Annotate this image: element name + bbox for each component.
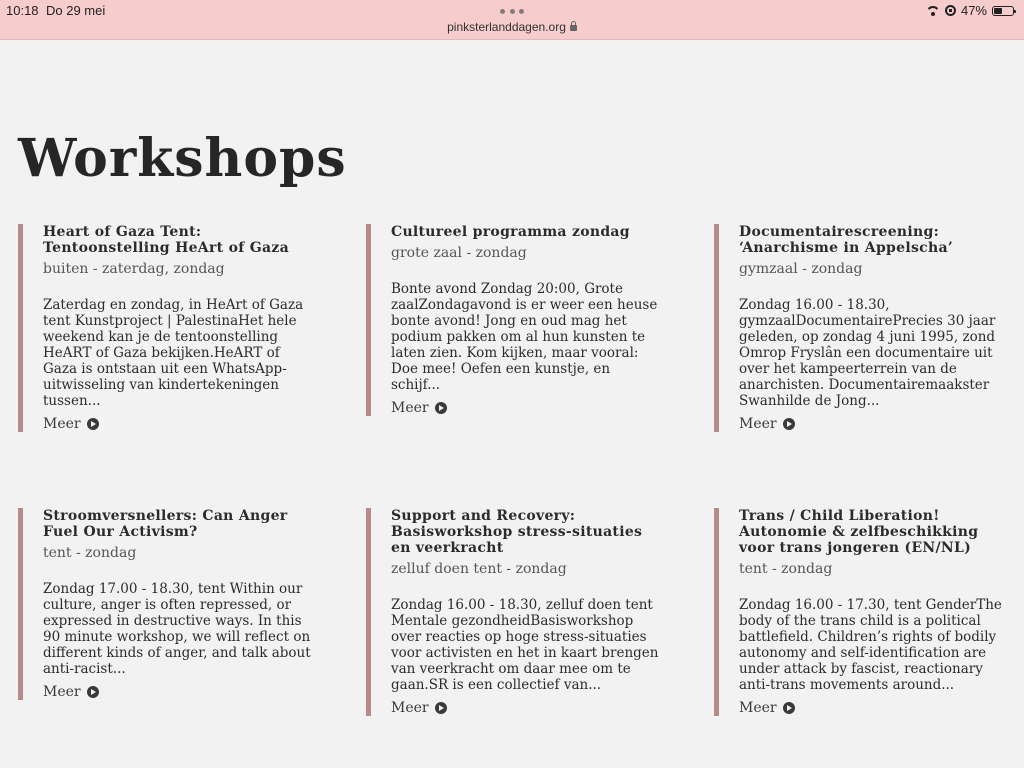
- workshop-meta: zelluf doen tent - zondag: [391, 561, 567, 577]
- address-bar[interactable]: [0, 20, 1024, 34]
- multitasking-dots-icon[interactable]: [500, 9, 524, 15]
- workshop-card: [366, 224, 661, 416]
- more-link[interactable]: [43, 684, 99, 700]
- arrow-circle-right-icon: [87, 418, 99, 430]
- workshop-meta: tent - zondag: [739, 561, 833, 577]
- workshop-meta: tent - zondag: [43, 545, 137, 561]
- more-link[interactable]: [739, 700, 795, 716]
- workshop-description: Zondag 16.00 - 17.30, tent GenderThe body of the trans child is a political battlefield. Children’s rights of bodily autonomy and self-identification are under attack by fascist, reactionary anti-trans movements around...: [739, 597, 1002, 693]
- status-indicators: [926, 3, 1014, 18]
- more-link[interactable]: [739, 416, 795, 432]
- workshop-card: [714, 224, 1009, 432]
- arrow-circle-right-icon: [783, 702, 795, 714]
- arrow-circle-right-icon: [435, 402, 447, 414]
- workshop-card: [18, 508, 313, 700]
- workshop-title[interactable]: Cultureel programma zondag: [391, 224, 630, 240]
- workshop-description: Zondag 16.00 - 18.30, zelluf doen tent Mentale gezondheidBasisworkshop over reacties op hoge stress-situaties voor activisten en het in kaart brengen van veerkracht om daar mee om te gaan.SR is een collectief van...: [391, 597, 659, 693]
- workshop-description: Zondag 17.00 - 18.30, tent Within our culture, anger is often repressed, or expressed in destructive ways. In this 90 minute workshop, we will reflect on different kinds of anger, and talk about anti-racist...: [43, 581, 311, 677]
- workshop-card: [18, 224, 313, 432]
- workshop-description: Zondag 16.00 - 18.30, gymzaalDocumentairePrecies 30 jaar geleden, op zondag 4 juni 1995, zond Omrop Fryslân een documentaire uit over het kampeerterrein van de anarchisten. Documentairemaakster Swanhilde de Jong...: [739, 297, 996, 409]
- workshop-meta: gymzaal - zondag: [739, 261, 863, 277]
- arrow-circle-right-icon: [435, 702, 447, 714]
- workshop-title[interactable]: Stroomversnellers: Can Anger Fuel Our Activism?: [43, 508, 288, 540]
- arrow-circle-right-icon: [783, 418, 795, 430]
- lock-icon: [570, 25, 577, 31]
- page-title: Workshops: [18, 128, 347, 189]
- workshop-title[interactable]: Heart of Gaza Tent: Tentoonstelling HeArt of Gaza: [43, 224, 289, 256]
- arrow-circle-right-icon: [87, 686, 99, 698]
- more-label: Meer: [739, 416, 777, 432]
- battery-percentage: 47%: [960, 3, 987, 18]
- battery-icon: [992, 6, 1014, 16]
- more-label: Meer: [391, 700, 429, 716]
- workshop-meta: buiten - zaterdag, zondag: [43, 261, 225, 277]
- status-date: Do 29 mei: [46, 3, 106, 18]
- workshop-card: [714, 508, 1009, 716]
- workshop-description: Bonte avond Zondag 20:00, Grote zaalZondagavond is er weer een heuse bonte avond! Jong en oud mag het podium pakken om al hun kunsten te laten zien. Kom kijken, maar vooral: Doe mee! Oefen een kunstje, en schijf...: [391, 281, 658, 393]
- more-label: Meer: [391, 400, 429, 416]
- wifi-icon: [926, 6, 940, 16]
- workshop-meta: grote zaal - zondag: [391, 245, 527, 261]
- workshop-description: Zaterdag en zondag, in HeArt of Gaza tent Kunstproject | PalestinaHet hele weekend kan je de tentoonstelling HeART of Gaza bekijken.HeART of Gaza is ontstaan uit een WhatsApp-uitwisseling van kindertekeningen tussen...: [43, 297, 304, 409]
- status-bar: [0, 0, 1024, 40]
- more-label: Meer: [739, 700, 777, 716]
- more-label: Meer: [43, 684, 81, 700]
- workshop-card: [366, 508, 661, 716]
- more-link[interactable]: [391, 700, 447, 716]
- workshop-title[interactable]: Trans / Child Liberation! Autonomie & zelfbeschikking voor trans jongeren (EN/NL): [739, 508, 979, 556]
- more-link[interactable]: [391, 400, 447, 416]
- workshop-title[interactable]: Documentairescreening: ‘Anarchisme in Appelscha’: [739, 224, 953, 256]
- status-time: 10:18: [6, 3, 39, 18]
- more-link[interactable]: [43, 416, 99, 432]
- more-label: Meer: [43, 416, 81, 432]
- workshop-title[interactable]: Support and Recovery: Basisworkshop stress-situaties en veerkracht: [391, 508, 643, 556]
- orientation-lock-icon: [945, 5, 956, 16]
- url-text: pinksterlanddagen.org: [447, 20, 566, 34]
